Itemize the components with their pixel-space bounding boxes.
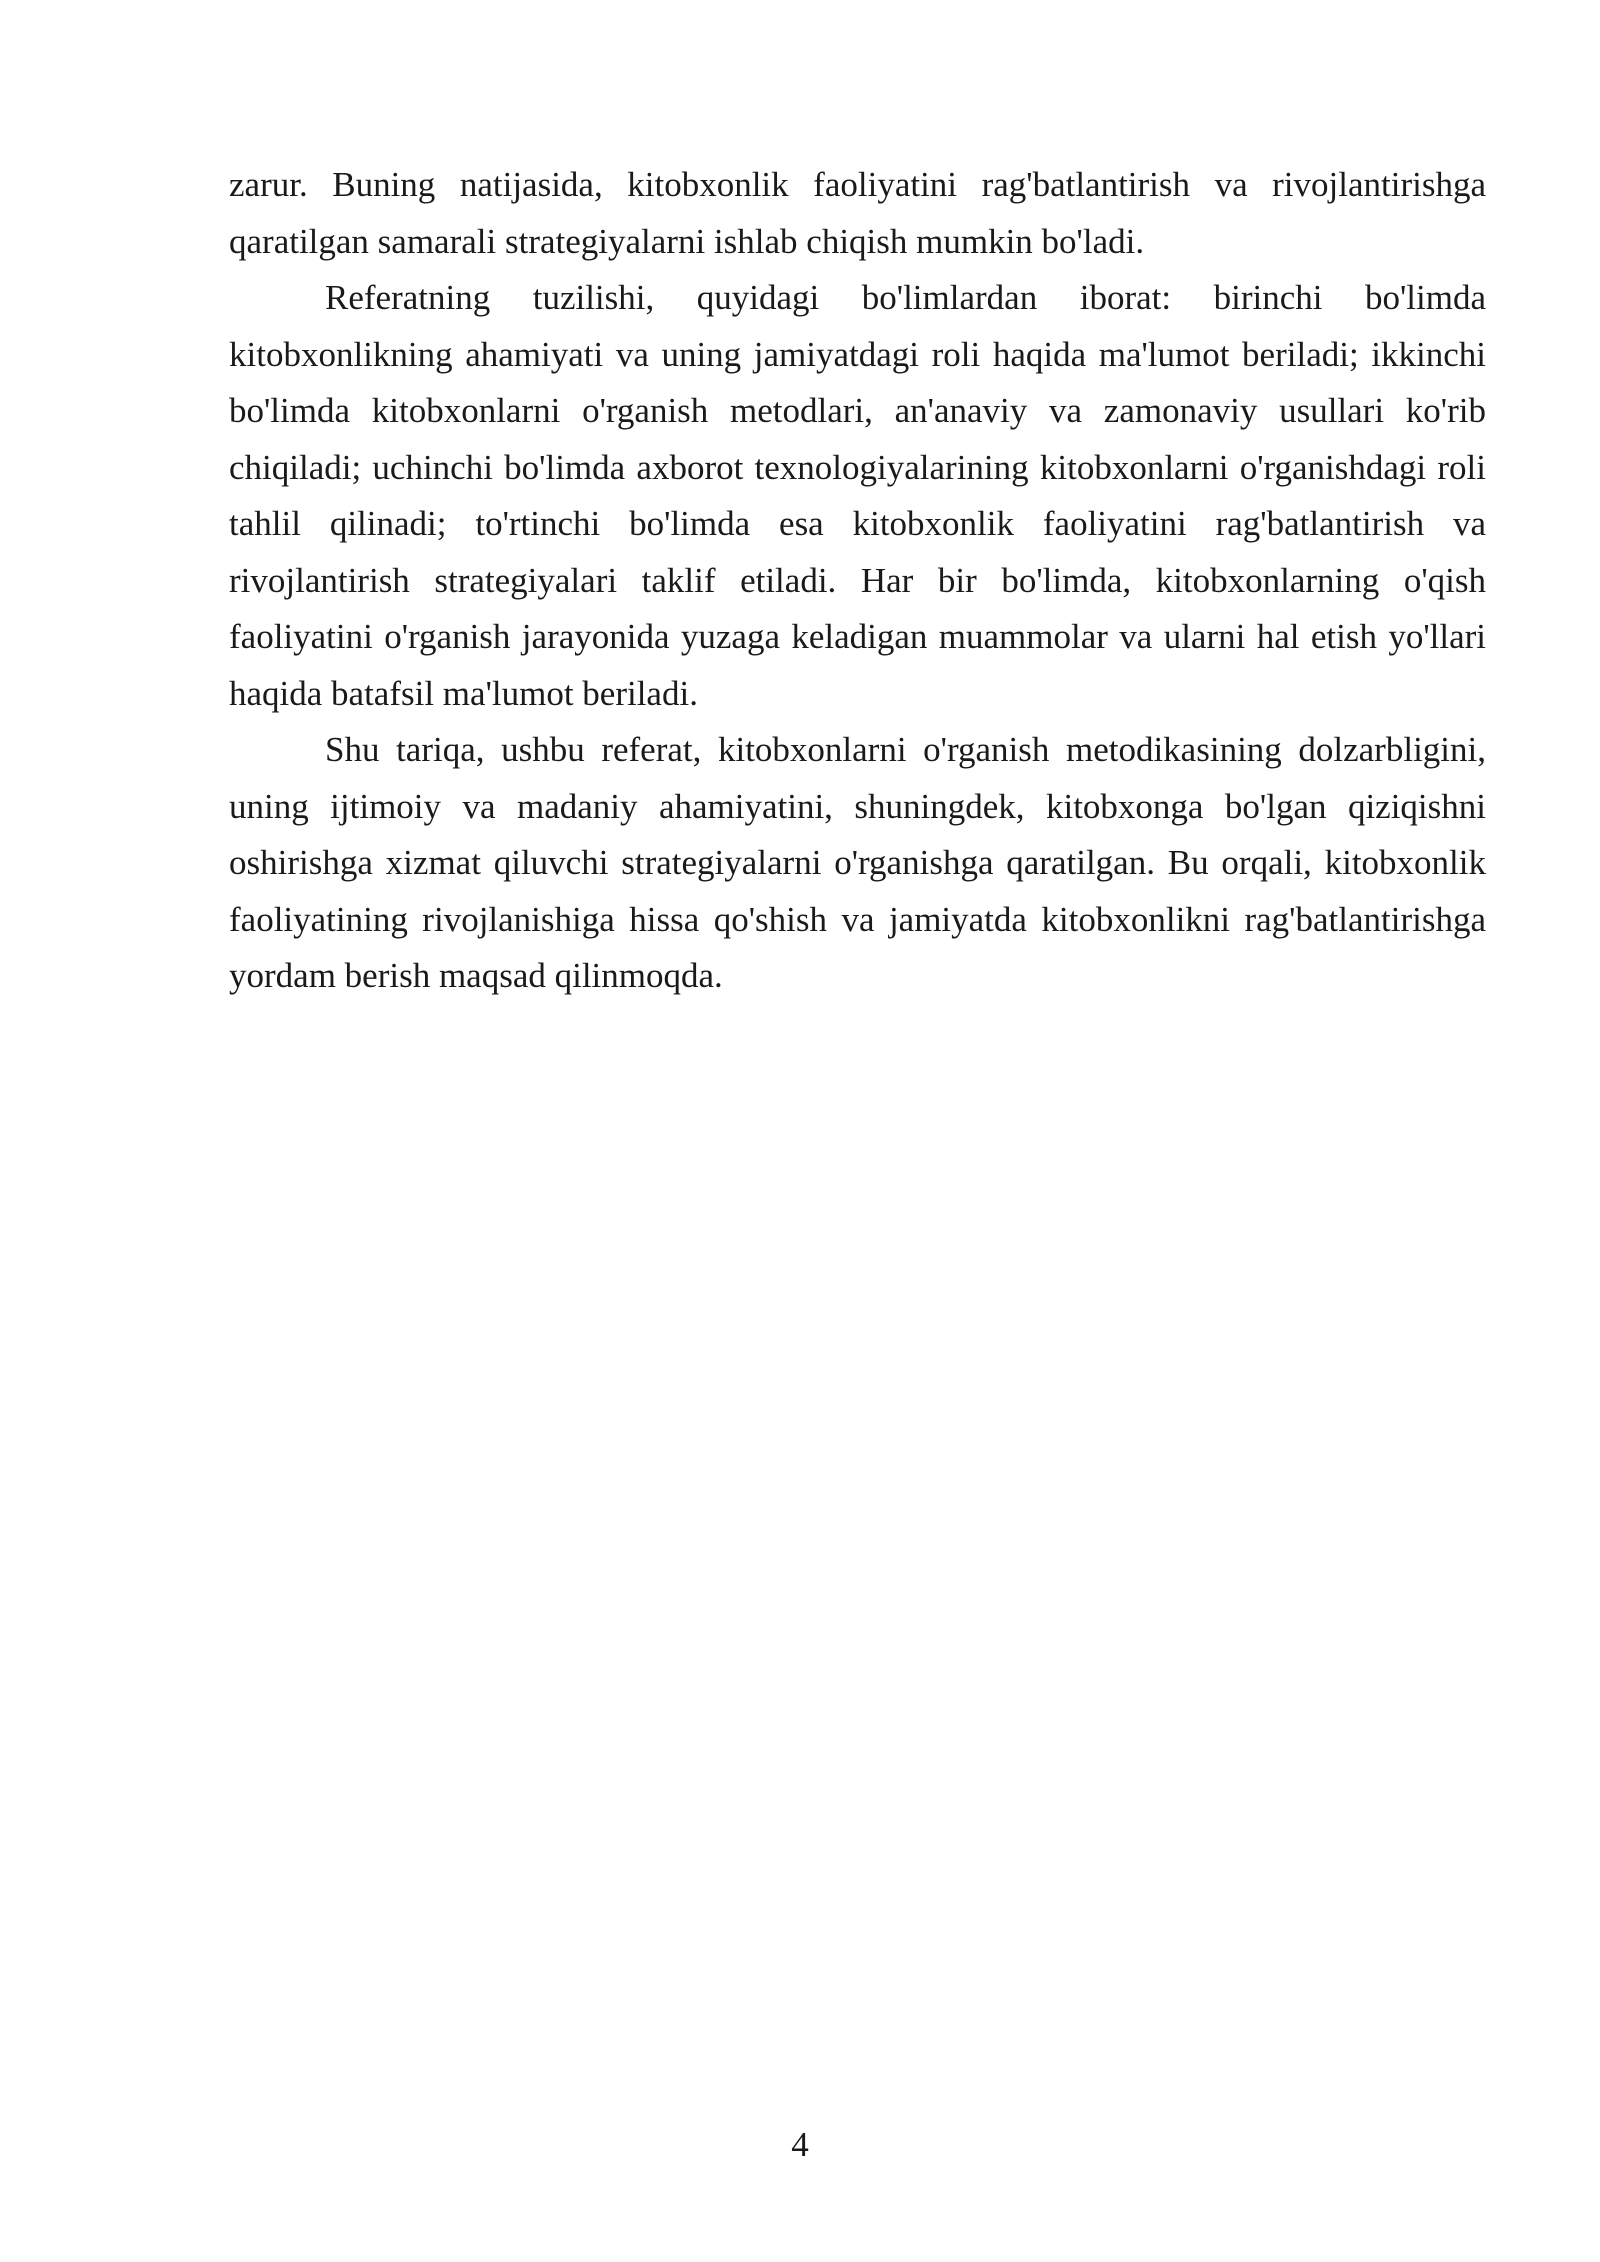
paragraph-continuation: zarur. Buning natijasida, kitobxonlik faoliyatini rag'batlantirish va rivojlantirishga qaratilgan samarali strategiyalarni ishlab chiqish mumkin bo'ladi. bbox=[229, 165, 1486, 261]
paragraph-conclusion: Shu tariqa, ushbu referat, kitobxonlarni o'rganish metodikasining dolzarbligini, uning ijtimoiy va madaniy ahamiyatini, shuningdek, kitobxonga bo'lgan qiziqishni oshirishga xizmat qiluvchi strategiyalarni o'rganishga qaratilgan. Bu orqali, kitobxonlik faoliyatining rivojlanishiga hissa qo'shish va jamiyatda kitobxonlikni rag'batlantirishga yordam berish maqsad qilinmoqda. bbox=[229, 730, 1486, 995]
paragraph-structure: Referatning tuzilishi, quyidagi bo'limlardan iborat: birinchi bo'limda kitobxonlikning ahamiyati va uning jamiyatdagi roli haqida ma'lumot beriladi; ikkinchi bo'limda kitobxonlarni o'rganish metodlari, an'anaviy va zamonaviy usullari ko'rib chiqiladi; uchinchi bo'limda axborot texnologiyalarining kitobxonlarni o'rganishdagi roli tahlil qilinadi; to'rtinchi bo'limda esa kitobxonlik faoliyatini rag'batlantirish va rivojlantirish strategiyalari taklif etiladi. Har bir bo'limda, kitobxonlarning o'qish faoliyatini o'rganish jarayonida yuzaga keladigan muammolar va ularni hal etish yo'llari haqida batafsil ma'lumot beriladi. bbox=[229, 278, 1486, 713]
body-text bbox=[229, 157, 1486, 1005]
page-number: 4 bbox=[791, 2125, 809, 2164]
